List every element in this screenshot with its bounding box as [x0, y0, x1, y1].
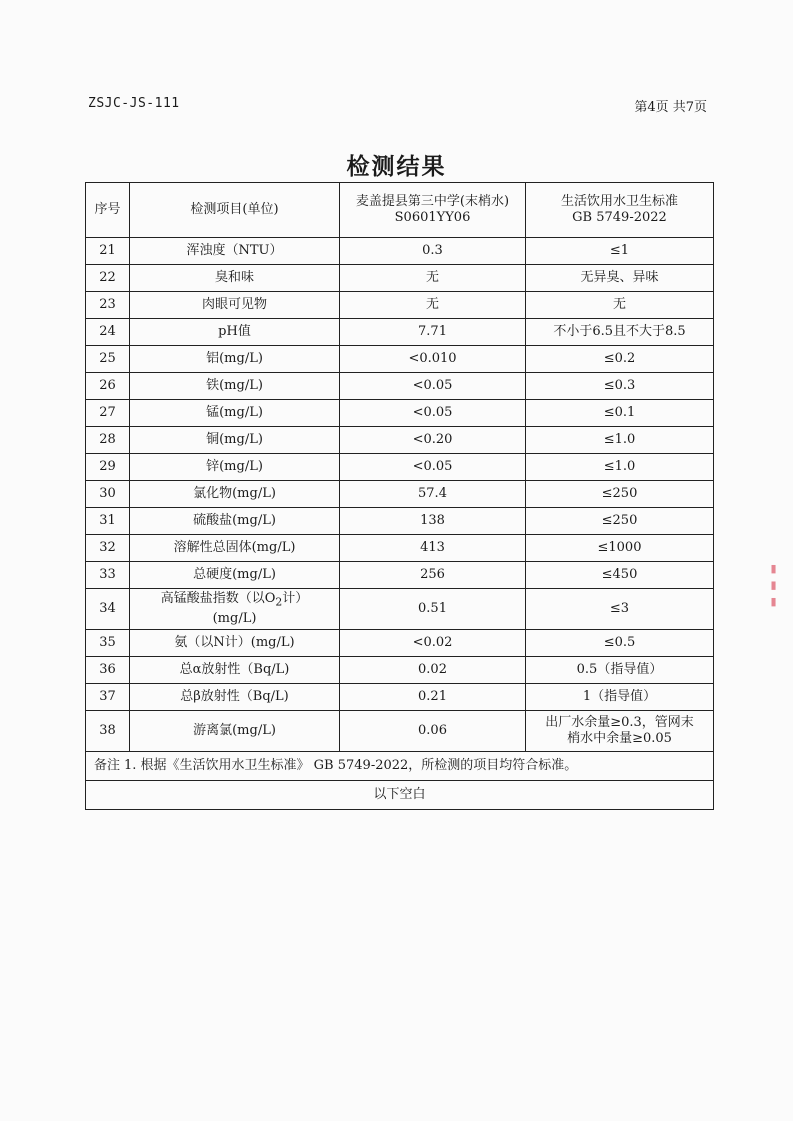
cell-no: 22 [86, 265, 130, 292]
cell-item: 溶解性总固体(mg/L) [130, 535, 340, 562]
cell-no: 24 [86, 319, 130, 346]
table-row [86, 589, 714, 630]
header-no: 序号 [86, 183, 130, 238]
cell-standard: ≤0.1 [526, 400, 714, 427]
table-row [86, 454, 714, 481]
header-result [340, 183, 526, 238]
cell-result: <0.05 [340, 373, 526, 400]
cell-item: 锌(mg/L) [130, 454, 340, 481]
cell-standard: 无 [526, 292, 714, 319]
cell-result: <0.05 [340, 454, 526, 481]
cell-item: 总硬度(mg/L) [130, 562, 340, 589]
cell-standard: ≤0.5 [526, 630, 714, 657]
cell-result: 57.4 [340, 481, 526, 508]
table-row [86, 481, 714, 508]
cell-standard [526, 711, 714, 752]
cell-item [130, 589, 340, 630]
cell-no: 32 [86, 535, 130, 562]
cell-item: 铁(mg/L) [130, 373, 340, 400]
seal-stamp: ▮ ▮ ▮ [767, 562, 780, 608]
cell-item: 锰(mg/L) [130, 400, 340, 427]
cell-standard: ≤450 [526, 562, 714, 589]
cell-standard-line1: 出厂水余量≥0.3，管网末 [545, 715, 694, 730]
cell-result: 7.71 [340, 319, 526, 346]
header-standard-line1: 生活饮用水卫生标准 [560, 194, 678, 209]
cell-no: 21 [86, 238, 130, 265]
table-row [86, 508, 714, 535]
cell-result: <0.20 [340, 427, 526, 454]
cell-result: 0.3 [340, 238, 526, 265]
header-standard [526, 183, 714, 238]
table-body-mid [86, 589, 714, 630]
cell-standard: ≤0.3 [526, 373, 714, 400]
cell-standard: ≤1.0 [526, 427, 714, 454]
document-code: ZSJC-JS-111 [88, 96, 180, 111]
cell-item-post: 计） [282, 591, 309, 607]
cell-no: 27 [86, 400, 130, 427]
remark-text: 1. 根据《生活饮用水卫生标准》 GB 5749-2022，所检测的项目均符合标准。 [124, 758, 578, 773]
table-row [86, 373, 714, 400]
remark-cell [86, 752, 714, 781]
cell-standard: 无异臭、异味 [526, 265, 714, 292]
cell-result: 0.06 [340, 711, 526, 752]
cell-item: 总α放射性（Bq/L) [130, 657, 340, 684]
table-row [86, 346, 714, 373]
cell-standard: ≤1.0 [526, 454, 714, 481]
table-row [86, 535, 714, 562]
cell-item: 游离氯(mg/L) [130, 711, 340, 752]
cell-no: 36 [86, 657, 130, 684]
cell-standard: ≤1 [526, 238, 714, 265]
cell-standard: ≤1000 [526, 535, 714, 562]
cell-item: 总β放射性（Bq/L) [130, 684, 340, 711]
cell-no: 26 [86, 373, 130, 400]
cell-result: 无 [340, 292, 526, 319]
blank-note: 以下空白 [86, 781, 714, 810]
table-row [86, 265, 714, 292]
table-row [86, 400, 714, 427]
cell-result: <0.010 [340, 346, 526, 373]
cell-item-subscript: 2 [275, 595, 283, 609]
cell-no: 30 [86, 481, 130, 508]
cell-item: pH值 [130, 319, 340, 346]
table-header-row [86, 183, 714, 238]
cell-result: 413 [340, 535, 526, 562]
table-row [86, 238, 714, 265]
cell-item: 铝(mg/L) [130, 346, 340, 373]
cell-result: 0.21 [340, 684, 526, 711]
table-body-b [86, 630, 714, 711]
table-row [86, 657, 714, 684]
remark-label: 备注 [93, 758, 120, 773]
cell-no: 38 [86, 711, 130, 752]
cell-item: 硫酸盐(mg/L) [130, 508, 340, 535]
cell-standard: ≤250 [526, 481, 714, 508]
cell-no: 33 [86, 562, 130, 589]
cell-item: 浑浊度（NTU） [130, 238, 340, 265]
cell-no: 25 [86, 346, 130, 373]
table-row [86, 319, 714, 346]
cell-standard: 1（指导值） [526, 684, 714, 711]
cell-item-line2: (mg/L) [212, 610, 257, 626]
cell-no: 31 [86, 508, 130, 535]
cell-item-line1 [134, 591, 335, 611]
cell-standard: ≤250 [526, 508, 714, 535]
header-result-line1: 麦盖提县第三中学(末梢水) [355, 194, 510, 209]
header-standard-line2: GB 5749-2022 [572, 210, 667, 225]
cell-standard: 0.5（指导值） [526, 657, 714, 684]
cell-result: 138 [340, 508, 526, 535]
results-table [85, 182, 714, 810]
cell-item: 氯化物(mg/L) [130, 481, 340, 508]
cell-no: 35 [86, 630, 130, 657]
page-number: 第4页 共7页 [634, 100, 707, 115]
cell-result: <0.02 [340, 630, 526, 657]
header-result-line2: S0601YY06 [394, 210, 471, 225]
table-row [86, 711, 714, 752]
cell-result: <0.05 [340, 400, 526, 427]
cell-no: 29 [86, 454, 130, 481]
table-row [86, 630, 714, 657]
cell-standard: ≤0.2 [526, 346, 714, 373]
cell-no: 37 [86, 684, 130, 711]
table-body-end [86, 711, 714, 810]
table-row [86, 562, 714, 589]
cell-no: 34 [86, 589, 130, 630]
cell-result: 0.51 [340, 589, 526, 630]
page-title: 检测结果 [346, 154, 447, 180]
cell-item-pre: 高锰酸盐指数（以O [160, 591, 276, 607]
cell-standard: ≤3 [526, 589, 714, 630]
cell-standard-line2: 梢水中余量≥0.05 [567, 731, 672, 746]
table-body-a [86, 238, 714, 589]
cell-result: 0.02 [340, 657, 526, 684]
table-row [86, 292, 714, 319]
cell-result: 无 [340, 265, 526, 292]
cell-item: 氨（以N计）(mg/L) [130, 630, 340, 657]
remark-row [86, 752, 714, 781]
cell-result: 256 [340, 562, 526, 589]
cell-no: 28 [86, 427, 130, 454]
cell-item: 肉眼可见物 [130, 292, 340, 319]
cell-no: 23 [86, 292, 130, 319]
cell-item: 臭和味 [130, 265, 340, 292]
cell-item: 铜(mg/L) [130, 427, 340, 454]
table-row [86, 427, 714, 454]
table-row [86, 684, 714, 711]
cell-standard: 不小于6.5且不大于8.5 [526, 319, 714, 346]
header-item: 检测项目(单位) [130, 183, 340, 238]
blank-note-row [86, 781, 714, 810]
